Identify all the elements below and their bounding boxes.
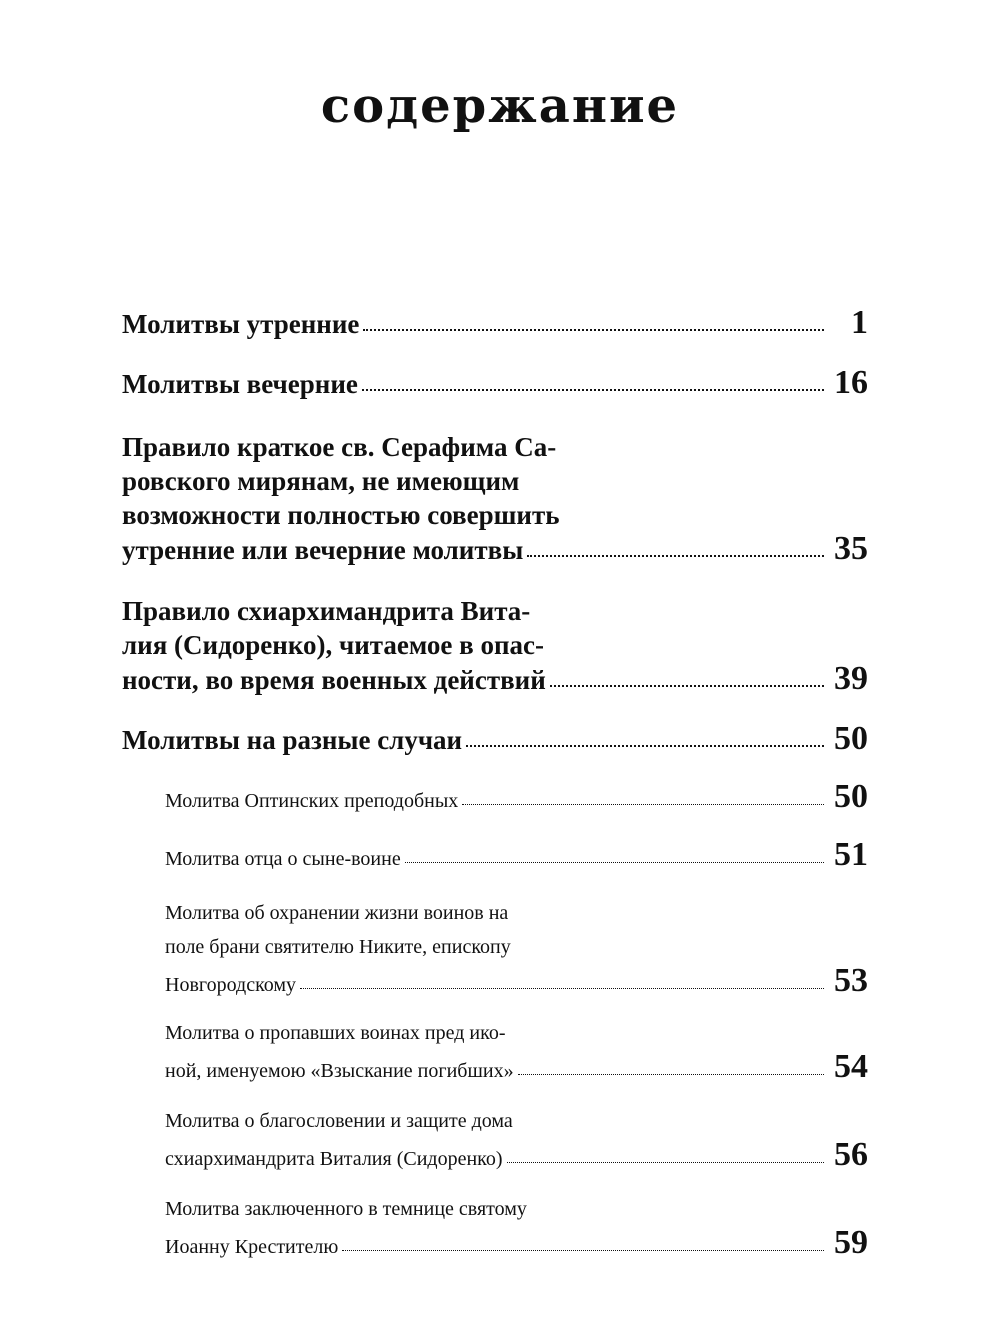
- toc-entry-text: ной, именуемою «Взыскание погибших»: [165, 1060, 514, 1082]
- toc-subentry-home-blessing[interactable]: [165, 1104, 868, 1176]
- toc-entry-line: [165, 930, 868, 964]
- toc-entry-line: [122, 532, 868, 567]
- dot-leader: [405, 862, 824, 863]
- toc-page-number: 53: [834, 962, 868, 999]
- toc-entry-text: ровского мирянам, не имеющим: [122, 466, 520, 496]
- toc-entry-line: [122, 366, 868, 401]
- toc-entry-text: Молитва о благословении и защите дома: [165, 1110, 513, 1132]
- toc-subentry-father-son[interactable]: [165, 838, 868, 876]
- dot-leader: [507, 1162, 824, 1163]
- toc-entry-various-prayers[interactable]: [122, 722, 868, 757]
- toc-page-number: 1: [851, 304, 868, 341]
- toc-entry-text: утренние или вечерние молитвы: [122, 535, 524, 565]
- toc-subentry-nikita[interactable]: [165, 896, 868, 1002]
- toc-entry-line: [122, 430, 868, 464]
- toc-subentry-missing-warriors[interactable]: [165, 1016, 868, 1088]
- toc-entry-text: Правило схиархимандрита Вита-: [122, 596, 531, 626]
- toc-entry-morning-prayers[interactable]: [122, 306, 868, 341]
- toc-page-number: 16: [834, 364, 868, 401]
- toc-entry-text: Молитва Оптинских преподобных: [165, 790, 459, 812]
- toc-page-number: 59: [834, 1224, 868, 1261]
- dot-leader: [363, 329, 824, 331]
- toc-entry-text: Молитва заключенного в темнице святому: [165, 1198, 527, 1220]
- toc-entry-line: [165, 964, 868, 1002]
- toc-entry-text: Правило краткое св. Серафима Са-: [122, 432, 557, 462]
- toc-entry-line: [165, 1192, 868, 1226]
- dot-leader: [362, 389, 824, 391]
- toc-entry-line: [165, 1016, 868, 1050]
- toc-entry-line: [165, 780, 868, 818]
- toc-entry-text: возможности полностью совершить: [122, 500, 560, 530]
- toc-entry-text: ности, во время военных действий: [122, 665, 546, 695]
- page-title: содержание: [320, 78, 680, 134]
- toc-entry-line: [165, 1138, 868, 1176]
- dot-leader: [527, 555, 824, 557]
- dot-leader: [518, 1074, 824, 1075]
- toc-entry-line: [122, 662, 868, 697]
- toc-entry-line: [165, 1226, 868, 1264]
- toc-entry-line: [122, 306, 868, 341]
- toc-entry-text: Молитвы утренние: [122, 309, 360, 339]
- toc-page-number: 50: [834, 720, 868, 757]
- toc-entry-evening-prayers[interactable]: [122, 366, 868, 401]
- toc-entry-text: Молитвы вечерние: [122, 369, 358, 399]
- toc-entry-text: Молитва о пропавших воинах пред ико-: [165, 1022, 506, 1044]
- toc-page-number: 51: [834, 836, 868, 873]
- toc-page-number: 56: [834, 1136, 868, 1173]
- toc-entry-text: Молитва об охранении жизни воинов на: [165, 902, 509, 924]
- toc-subentry-prisoner[interactable]: [165, 1192, 868, 1264]
- toc-subentry-optina[interactable]: [165, 780, 868, 818]
- toc-entry-line: [122, 498, 868, 532]
- toc-entry-text: Иоанну Крестителю: [165, 1236, 339, 1258]
- dot-leader: [342, 1250, 824, 1251]
- toc-entry-text: лия (Сидоренко), читаемое в опас-: [122, 630, 545, 660]
- toc-entry-line: [165, 1104, 868, 1138]
- dot-leader: [550, 685, 824, 687]
- toc-page-number: 39: [834, 660, 868, 697]
- toc-entry-line: [165, 1050, 868, 1088]
- toc-entry-line: [122, 464, 868, 498]
- toc-entry-vitaly-rule[interactable]: [122, 594, 868, 697]
- toc-page-number: 50: [834, 778, 868, 815]
- toc-entry-line: [165, 896, 868, 930]
- dot-leader: [300, 988, 824, 989]
- toc-entry-text: Новгородскому: [165, 974, 297, 996]
- dot-leader: [466, 745, 824, 747]
- toc-entry-text: схиархимандрита Виталия (Сидоренко): [165, 1148, 503, 1170]
- toc-entry-seraphim-rule[interactable]: [122, 430, 868, 567]
- toc-entry-line: [122, 722, 868, 757]
- toc-entry-text: Молитва отца о сыне-воине: [165, 848, 401, 870]
- toc-entry-line: [122, 628, 868, 662]
- toc-page-number: 54: [834, 1048, 868, 1085]
- toc-entry-line: [122, 594, 868, 628]
- toc-page-number: 35: [834, 530, 868, 567]
- toc-entry-text: Молитвы на разные случаи: [122, 725, 463, 755]
- dot-leader: [462, 804, 824, 805]
- toc-entry-line: [165, 838, 868, 876]
- toc-entry-text: поле брани святителю Никите, епископу: [165, 936, 511, 958]
